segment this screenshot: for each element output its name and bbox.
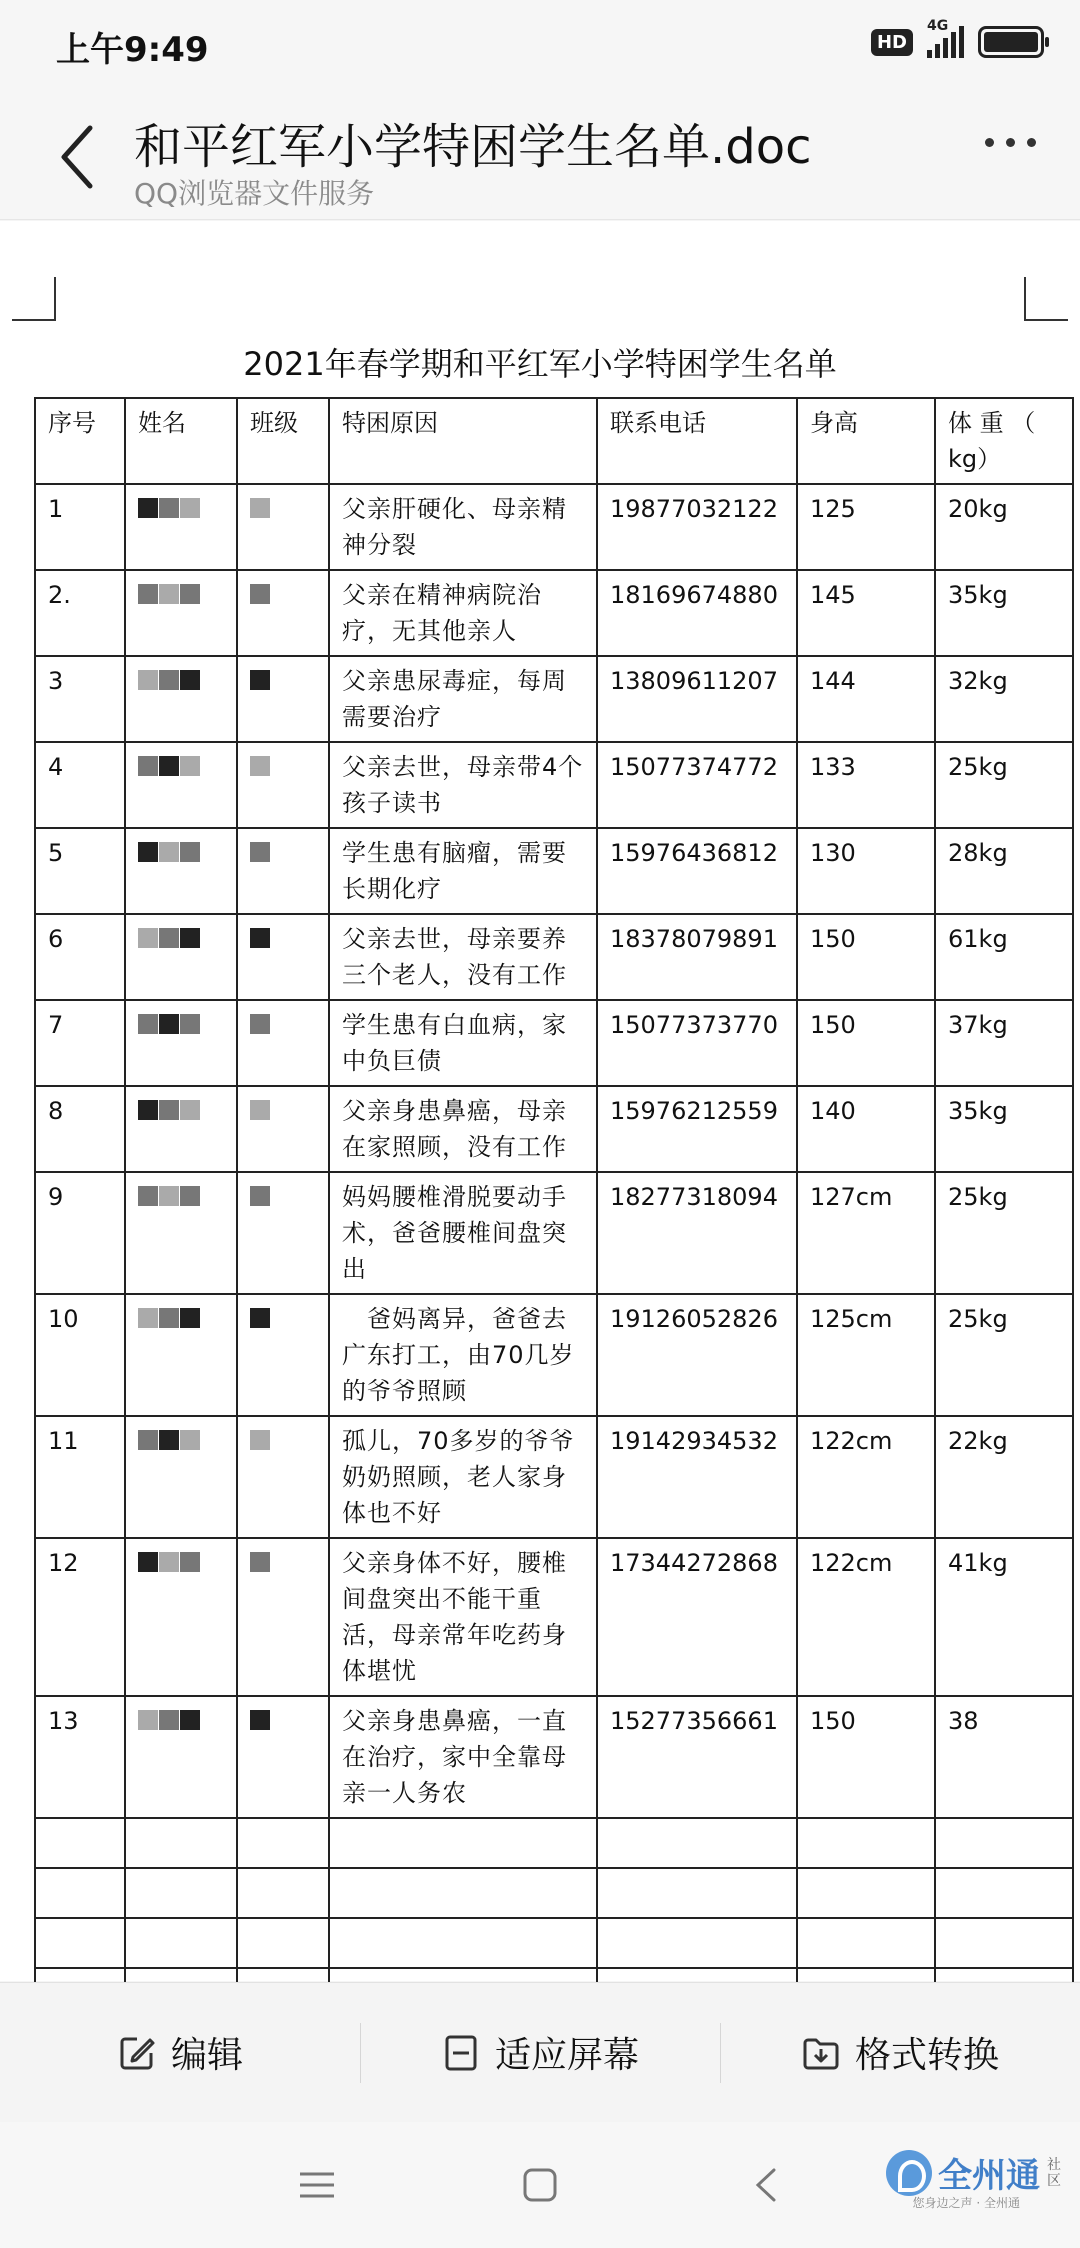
- cell-height: 122cm: [797, 1416, 935, 1538]
- redacted-mosaic: [250, 1424, 271, 1460]
- redacted-mosaic: [250, 578, 271, 614]
- redacted-mosaic: [138, 1546, 201, 1582]
- table-title: 2021年春学期和平红军小学特困学生名单: [243, 345, 837, 383]
- cell-phone: 15077373770: [597, 1000, 797, 1086]
- cell-reason: 父亲身体不好，腰椎间盘突出不能干重活，母亲常年吃药身体堪忧: [329, 1538, 597, 1696]
- cell-reason: 父亲肝硬化、母亲精神分裂: [329, 484, 597, 570]
- cell-weight: 41kg: [935, 1538, 1073, 1696]
- more-options-icon[interactable]: [985, 138, 1036, 147]
- table-header-row: [35, 398, 1073, 484]
- cell-height: 130: [797, 828, 935, 914]
- cell-height: 150: [797, 1000, 935, 1086]
- redacted-mosaic: [138, 1094, 201, 1130]
- table-row: [35, 1086, 1073, 1172]
- watermark-logo-icon: [886, 2150, 932, 2196]
- table-body: [35, 484, 1073, 2068]
- empty-cell: [797, 1918, 935, 1968]
- cell-number: 1: [35, 484, 125, 570]
- cell-weight: 25kg: [935, 742, 1073, 828]
- battery-icon: [978, 26, 1044, 58]
- table-row: [35, 1172, 1073, 1294]
- document-subtitle: QQ浏览器文件服务: [134, 177, 375, 210]
- cell-class-redacted: [237, 828, 329, 914]
- empty-cell: [237, 1818, 329, 1868]
- cell-class-redacted: [237, 1294, 329, 1416]
- empty-cell: [797, 1818, 935, 1868]
- cell-class-redacted: [237, 1538, 329, 1696]
- cell-name-redacted: [125, 1086, 237, 1172]
- column-header: 班级: [237, 398, 329, 484]
- student-roster-table: [34, 397, 1074, 2069]
- cell-class-redacted: [237, 484, 329, 570]
- format-convert-label: 格式转换: [854, 2035, 999, 2076]
- redacted-mosaic: [250, 922, 271, 958]
- home-icon[interactable]: [515, 2160, 565, 2210]
- empty-cell: [935, 1868, 1073, 1918]
- cell-class-redacted: [237, 742, 329, 828]
- redacted-mosaic: [138, 1424, 201, 1460]
- cell-reason: 父亲身患鼻癌，母亲在家照顾，没有工作: [329, 1086, 597, 1172]
- redacted-mosaic: [138, 492, 201, 528]
- cell-reason: 父亲患尿毒症，每周需要治疗: [329, 656, 597, 742]
- cell-weight: 28kg: [935, 828, 1073, 914]
- status-icons: [871, 18, 1044, 58]
- table-row: [35, 1000, 1073, 1086]
- table-row: [35, 656, 1073, 742]
- signal-icon: [927, 18, 964, 58]
- redacted-mosaic: [250, 750, 271, 786]
- redacted-mosaic: [250, 1180, 271, 1216]
- cell-height: 150: [797, 914, 935, 1000]
- back-arrow-icon[interactable]: [54, 122, 104, 192]
- column-header: 联系电话: [597, 398, 797, 484]
- cell-number: 6: [35, 914, 125, 1000]
- column-header: 姓名: [125, 398, 237, 484]
- cell-name-redacted: [125, 656, 237, 742]
- cell-phone: 17344272868: [597, 1538, 797, 1696]
- cell-class-redacted: [237, 1086, 329, 1172]
- cell-reason: 父亲去世，母亲要养三个老人，没有工作: [329, 914, 597, 1000]
- cell-weight: 32kg: [935, 656, 1073, 742]
- column-header: 序号: [35, 398, 125, 484]
- cell-phone: 18277318094: [597, 1172, 797, 1294]
- fit-screen-button[interactable]: [360, 1983, 720, 2122]
- edit-button[interactable]: [0, 1983, 360, 2122]
- empty-cell: [237, 1918, 329, 1968]
- empty-cell: [329, 1818, 597, 1868]
- redacted-mosaic: [250, 1008, 271, 1044]
- cell-weight: 35kg: [935, 570, 1073, 656]
- menu-icon[interactable]: [292, 2160, 342, 2210]
- page-corner-mark: [12, 277, 56, 321]
- cell-weight: 38: [935, 1696, 1073, 1818]
- cell-class-redacted: [237, 1000, 329, 1086]
- cell-reason: 父亲在精神病院治疗，无其他亲人: [329, 570, 597, 656]
- redacted-mosaic: [250, 836, 271, 872]
- cell-number: 12: [35, 1538, 125, 1696]
- cell-phone: 15976212559: [597, 1086, 797, 1172]
- cell-height: 127cm: [797, 1172, 935, 1294]
- cell-height: 140: [797, 1086, 935, 1172]
- cell-name-redacted: [125, 570, 237, 656]
- cell-reason: 父亲身患鼻癌，一直在治疗，家中全靠母亲一人务农: [329, 1696, 597, 1818]
- folder-download-icon: [801, 2033, 841, 2073]
- network-type: 4G: [927, 18, 949, 34]
- cell-class-redacted: [237, 656, 329, 742]
- empty-cell: [329, 1918, 597, 1968]
- empty-cell: [35, 1868, 125, 1918]
- cell-number: 8: [35, 1086, 125, 1172]
- cell-weight: 20kg: [935, 484, 1073, 570]
- cell-number: 13: [35, 1696, 125, 1818]
- empty-cell: [935, 1918, 1073, 1968]
- edit-label: 编辑: [170, 2035, 243, 2076]
- cell-class-redacted: [237, 1172, 329, 1294]
- empty-cell: [125, 1868, 237, 1918]
- bottom-toolbar: [0, 1982, 1080, 2122]
- cell-height: 125cm: [797, 1294, 935, 1416]
- hd-icon: HD: [871, 29, 913, 56]
- cell-height: 144: [797, 656, 935, 742]
- document-title: 和平红军小学特困学生名单.doc: [134, 119, 812, 175]
- table-row: [35, 828, 1073, 914]
- empty-cell: [797, 1868, 935, 1918]
- cell-class-redacted: [237, 1696, 329, 1818]
- redacted-mosaic: [138, 1302, 201, 1338]
- status-bar: [0, 0, 1080, 90]
- table-row: [35, 1696, 1073, 1818]
- cell-reason: 爸妈离异，爸爸去广东打工，由70几岁的爷爷照顾: [329, 1294, 597, 1416]
- watermark-tag: 您身边之声 · 全州通: [912, 2196, 1020, 2210]
- page-corner-mark: [1024, 277, 1068, 321]
- cell-reason: 孤儿，70多岁的爷爷奶奶照顾，老人家身体也不好: [329, 1416, 597, 1538]
- watermark-brand: 全州通: [938, 2156, 1040, 2196]
- cell-name-redacted: [125, 1294, 237, 1416]
- status-time: 上午9:49: [56, 30, 209, 70]
- column-header: 体 重 （ kg）: [935, 398, 1073, 484]
- cell-number: 5: [35, 828, 125, 914]
- blank-table-row: [35, 1918, 1073, 1968]
- empty-cell: [35, 1918, 125, 1968]
- cell-number: 9: [35, 1172, 125, 1294]
- cell-phone: 19142934532: [597, 1416, 797, 1538]
- redacted-mosaic: [138, 1704, 201, 1740]
- cell-name-redacted: [125, 484, 237, 570]
- redacted-mosaic: [250, 492, 271, 528]
- empty-cell: [237, 1868, 329, 1918]
- fit-screen-icon: [441, 2033, 481, 2073]
- cell-name-redacted: [125, 1696, 237, 1818]
- empty-cell: [597, 1818, 797, 1868]
- cell-name-redacted: [125, 742, 237, 828]
- cell-name-redacted: [125, 828, 237, 914]
- redacted-mosaic: [250, 1704, 271, 1740]
- redacted-mosaic: [138, 922, 201, 958]
- redacted-mosaic: [138, 1180, 201, 1216]
- cell-name-redacted: [125, 1416, 237, 1538]
- cell-height: 150: [797, 1696, 935, 1818]
- cell-name-redacted: [125, 914, 237, 1000]
- redacted-mosaic: [138, 750, 201, 786]
- format-convert-button[interactable]: [720, 1983, 1080, 2122]
- cell-phone: 15277356661: [597, 1696, 797, 1818]
- column-header: 特困原因: [329, 398, 597, 484]
- cell-number: 2.: [35, 570, 125, 656]
- cell-class-redacted: [237, 570, 329, 656]
- edit-icon: [117, 2033, 157, 2073]
- cell-weight: 22kg: [935, 1416, 1073, 1538]
- cell-number: 3: [35, 656, 125, 742]
- cell-reason: 妈妈腰椎滑脱要动手术，爸爸腰椎间盘突出: [329, 1172, 597, 1294]
- watermark: [886, 2148, 1062, 2197]
- cell-number: 7: [35, 1000, 125, 1086]
- empty-cell: [35, 1818, 125, 1868]
- table-row: [35, 1416, 1073, 1538]
- system-nav-bar: [0, 2122, 1080, 2248]
- empty-cell: [597, 1918, 797, 1968]
- cell-reason: 父亲去世，母亲带4个孩子读书: [329, 742, 597, 828]
- table-row: [35, 484, 1073, 570]
- redacted-mosaic: [250, 664, 271, 700]
- cell-weight: 61kg: [935, 914, 1073, 1000]
- cell-class-redacted: [237, 1416, 329, 1538]
- empty-cell: [125, 1818, 237, 1868]
- cell-name-redacted: [125, 1000, 237, 1086]
- table-row: [35, 742, 1073, 828]
- cell-number: 4: [35, 742, 125, 828]
- cell-phone: 15976436812: [597, 828, 797, 914]
- redacted-mosaic: [138, 664, 201, 700]
- fit-screen-label: 适应屏幕: [494, 2035, 639, 2076]
- cell-height: 145: [797, 570, 935, 656]
- cell-number: 11: [35, 1416, 125, 1538]
- back-icon[interactable]: [742, 2160, 792, 2210]
- table-row: [35, 914, 1073, 1000]
- cell-class-redacted: [237, 914, 329, 1000]
- cell-reason: 学生患有脑瘤，需要长期化疗: [329, 828, 597, 914]
- cell-phone: 13809611207: [597, 656, 797, 742]
- cell-phone: 19877032122: [597, 484, 797, 570]
- table-row: [35, 1294, 1073, 1416]
- redacted-mosaic: [250, 1302, 271, 1338]
- cell-weight: 25kg: [935, 1294, 1073, 1416]
- cell-phone: 15077374772: [597, 742, 797, 828]
- app-header: [0, 90, 1080, 220]
- blank-table-row: [35, 1818, 1073, 1868]
- redacted-mosaic: [138, 578, 201, 614]
- redacted-mosaic: [250, 1094, 271, 1130]
- watermark-side: 社区: [1047, 2156, 1061, 2189]
- cell-phone: 19126052826: [597, 1294, 797, 1416]
- document-viewer[interactable]: [0, 221, 1080, 1981]
- redacted-mosaic: [138, 836, 201, 872]
- empty-cell: [125, 1918, 237, 1968]
- cell-number: 10: [35, 1294, 125, 1416]
- cell-weight: 37kg: [935, 1000, 1073, 1086]
- cell-height: 122cm: [797, 1538, 935, 1696]
- blank-table-row: [35, 1868, 1073, 1918]
- cell-height: 125: [797, 484, 935, 570]
- empty-cell: [329, 1868, 597, 1918]
- redacted-mosaic: [250, 1546, 271, 1582]
- cell-phone: 18378079891: [597, 914, 797, 1000]
- empty-cell: [935, 1818, 1073, 1868]
- cell-weight: 25kg: [935, 1172, 1073, 1294]
- cell-name-redacted: [125, 1538, 237, 1696]
- empty-cell: [597, 1868, 797, 1918]
- cell-weight: 35kg: [935, 1086, 1073, 1172]
- cell-reason: 学生患有白血病，家中负巨债: [329, 1000, 597, 1086]
- table-row: [35, 570, 1073, 656]
- table-row: [35, 1538, 1073, 1696]
- cell-phone: 18169674880: [597, 570, 797, 656]
- cell-name-redacted: [125, 1172, 237, 1294]
- redacted-mosaic: [138, 1008, 201, 1044]
- cell-height: 133: [797, 742, 935, 828]
- column-header: 身高: [797, 398, 935, 484]
